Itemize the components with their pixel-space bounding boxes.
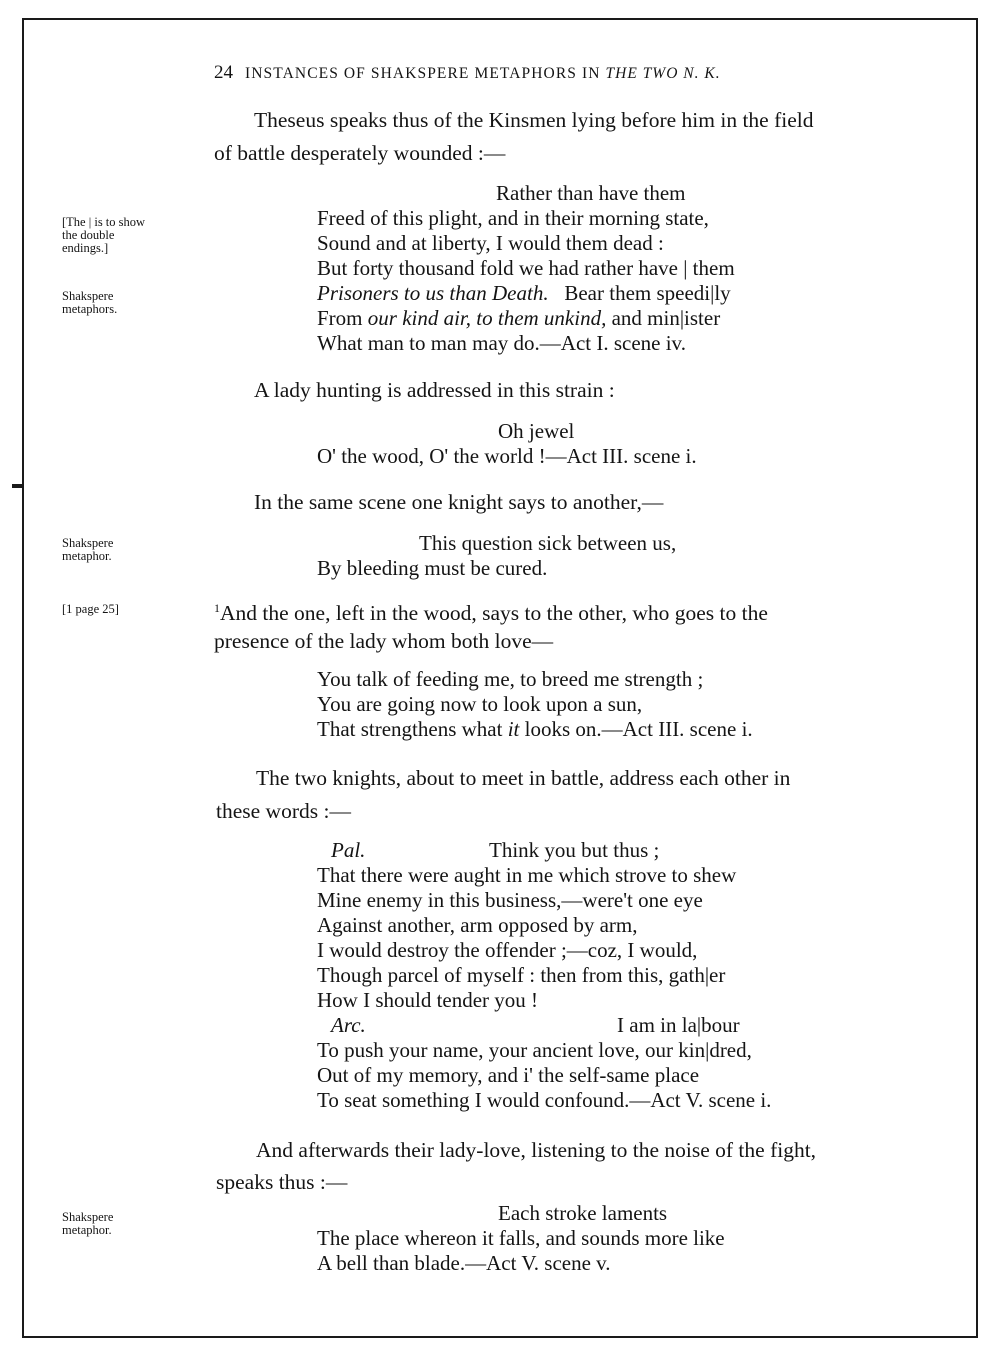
verse5 — [317, 838, 771, 1113]
verse2-line2: O' the wood, O' the world !—Act III. scene i. — [317, 444, 697, 468]
verse1-line3: Sound and at liberty, I would them dead : — [317, 231, 664, 255]
para4-line1-text: And the one, left in the wood, says to the other, who goes to the — [220, 601, 768, 626]
verse4-line2: You are going now to look upon a sun, — [317, 692, 643, 716]
para3: In the same scene one knight says to another,— — [254, 490, 664, 514]
verse3 — [317, 531, 676, 581]
verse5-line1-text: Think you but thus ; — [489, 838, 660, 862]
verse4-line3-b: looks on.—Act III. scene i. — [524, 717, 753, 741]
margin-note-page-25: [1 page 25] — [62, 602, 119, 616]
verse5-line1 — [317, 838, 771, 863]
margin-note-line: endings.] — [62, 241, 109, 255]
para1-line2: of battle desperately wounded :— — [214, 141, 506, 165]
header-title-italic: THE TWO N. K. — [605, 65, 721, 82]
verse5-line9: To push your name, your ancient love, our kin|dred, — [317, 1038, 752, 1062]
verse4-line3-italic: it — [507, 717, 520, 741]
verse5-line5: I would destroy the offender ;—coz, I would, — [317, 938, 698, 962]
speaker-pal: Pal. — [331, 838, 366, 862]
verse6 — [317, 1201, 725, 1276]
verse5-line2: That there were aught in me which strove to shew — [317, 863, 737, 887]
verse3-line1: This question sick between us, — [419, 531, 677, 555]
verse5-line11: To seat something I would confound.—Act V. scene i. — [317, 1088, 772, 1112]
margin-note-line: metaphors. — [62, 302, 118, 316]
margin-note-metaphor-2 — [62, 1211, 113, 1237]
verse6-line2: The place whereon it falls, and sounds more like — [317, 1226, 725, 1250]
para4-line1 — [214, 592, 768, 629]
verse3-line2: By bleeding must be cured. — [317, 556, 548, 580]
verse4-line1: You talk of feeding me, to breed me strength ; — [317, 667, 704, 691]
verse1-line1: Rather than have them — [496, 181, 686, 205]
running-header — [214, 62, 934, 84]
verse1-line6-a: From — [317, 306, 363, 330]
verse5-line7: How I should tender you ! — [317, 988, 539, 1012]
margin-note-line: Shakspere — [62, 1210, 114, 1224]
margin-note-metaphors — [62, 290, 117, 316]
verse4 — [317, 667, 753, 742]
margin-note-line: [The | is to show — [62, 215, 146, 229]
verse6-line1: Each stroke laments — [498, 1201, 668, 1225]
verse1-line6-italic: our kind air, to them unkind, — [367, 306, 607, 330]
ink-mark — [12, 484, 22, 488]
para4-line2: presence of the lady whom both love— — [214, 629, 554, 653]
verse4-line3-a: That strengthens what — [317, 717, 503, 741]
page-number: 24 — [214, 62, 233, 83]
para6-line1: And afterwards their lady-love, listening to the noise of the fight, — [256, 1138, 817, 1162]
verse5-line8 — [317, 1013, 771, 1038]
verse1-line6-b: and min|ister — [611, 306, 721, 330]
verse5-line6: Though parcel of myself : then from this, gath|er — [317, 963, 726, 987]
verse5-line10: Out of my memory, and i' the self-same place — [317, 1063, 700, 1087]
margin-note-line: Shakspere — [62, 289, 114, 303]
verse1-line5-italic: Prisoners to us than Death. — [317, 281, 549, 305]
para5-line2: these words :— — [216, 799, 351, 823]
verse2 — [317, 419, 697, 469]
margin-note-line: metaphor. — [62, 1223, 112, 1237]
para5-line1: The two knights, about to meet in battle, address each other in — [256, 766, 791, 790]
verse1-line2: Freed of this plight, and in their morning state, — [317, 206, 709, 230]
verse1-line5 — [317, 281, 735, 306]
para2: A lady hunting is addressed in this strain : — [254, 378, 615, 402]
verse1 — [317, 181, 735, 356]
verse5-line3: Mine enemy in this business,—were't one eye — [317, 888, 703, 912]
verse5-line8-text: I am in la|bour — [617, 1013, 740, 1037]
margin-note-metaphor-1 — [62, 537, 113, 563]
footnote-marker: 1 — [214, 601, 220, 615]
margin-note-line: metaphor. — [62, 549, 112, 563]
para1-line1: Theseus speaks thus of the Kinsmen lying before him in the field — [254, 108, 814, 132]
margin-note-line: Shakspere — [62, 536, 114, 550]
verse2-line1: Oh jewel — [498, 419, 575, 443]
header-title: INSTANCES OF SHAKSPERE METAPHORS IN — [245, 65, 601, 82]
verse1-line4: But forty thousand fold we had rather have | them — [317, 256, 735, 280]
speaker-arc: Arc. — [331, 1013, 366, 1037]
para6-line2: speaks thus :— — [216, 1170, 348, 1194]
margin-note-line: the double — [62, 228, 115, 242]
verse1-line6 — [317, 306, 735, 331]
verse1-line5-rest: Bear them speedi|ly — [564, 281, 731, 305]
verse1-line7: What man to man may do.—Act I. scene iv. — [317, 331, 686, 355]
verse6-line3: A bell than blade.—Act V. scene v. — [317, 1251, 611, 1275]
verse5-line4: Against another, arm opposed by arm, — [317, 913, 638, 937]
margin-note-double-endings — [62, 216, 145, 255]
verse4-line3 — [317, 717, 753, 742]
